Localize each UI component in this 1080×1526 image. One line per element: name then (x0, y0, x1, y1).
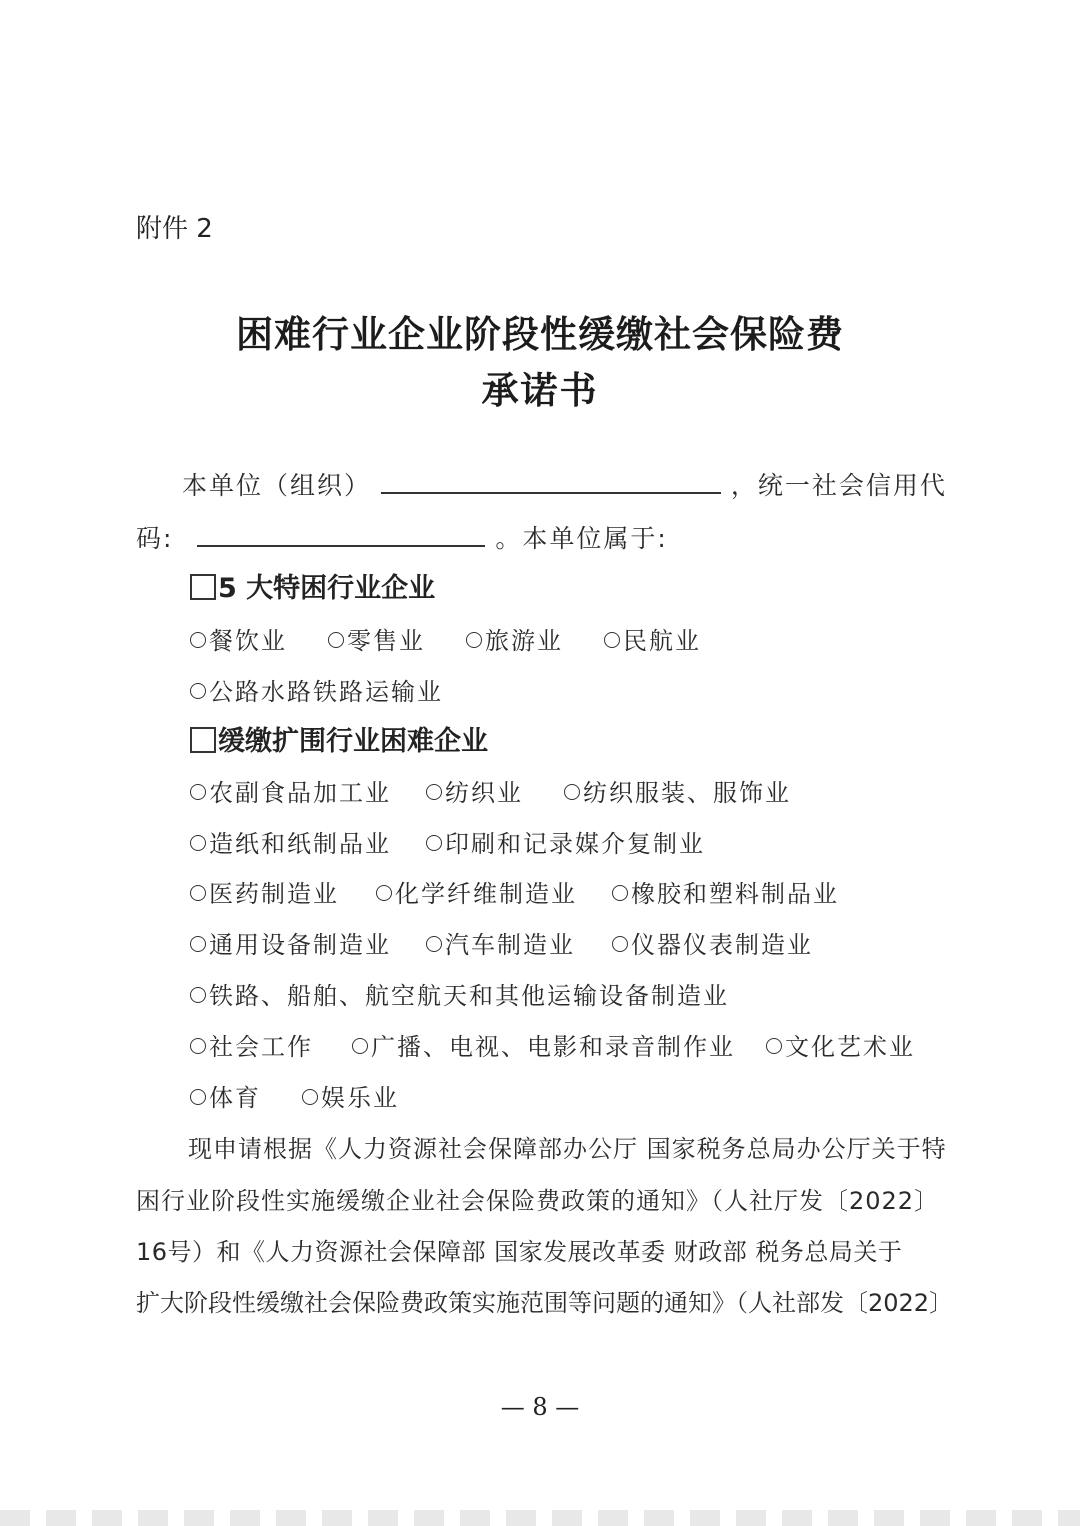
radio-circle-icon (564, 784, 580, 800)
checkbox-icon[interactable] (190, 574, 216, 600)
option-item[interactable]: 纺织业 (426, 773, 564, 808)
radio-circle-icon (766, 1038, 782, 1054)
unit-name-blank[interactable] (381, 470, 721, 494)
radio-circle-icon (302, 1089, 318, 1105)
checkbox-icon[interactable] (190, 727, 216, 753)
option-item[interactable]: 公路水路铁路运输业 (190, 678, 443, 706)
option-row-2 (190, 672, 443, 707)
option-item[interactable]: 餐饮业 (190, 621, 328, 656)
option-item[interactable]: 仪器仪表制造业 (612, 925, 813, 960)
radio-circle-icon (190, 936, 206, 952)
option-row-4 (190, 824, 705, 859)
radio-circle-icon (604, 632, 620, 648)
unit-label: 本单位（组织） (182, 471, 372, 500)
option-item[interactable]: 医药制造业 (190, 874, 376, 909)
option-item[interactable]: 广播、电视、电影和录音制作业 (352, 1027, 766, 1062)
page-number: — 8 — (500, 1393, 580, 1421)
option-item[interactable]: 民航业 (604, 621, 701, 656)
option-item[interactable]: 纺织服装、服饰业 (564, 773, 791, 808)
radio-circle-icon (612, 885, 628, 901)
option-item[interactable]: 社会工作 (190, 1027, 352, 1062)
option-row-7 (190, 976, 729, 1011)
radio-circle-icon (190, 1089, 206, 1105)
category-2[interactable] (190, 719, 488, 758)
radio-circle-icon (426, 784, 442, 800)
option-item[interactable]: 通用设备制造业 (190, 925, 426, 960)
intro-line-1 (182, 466, 947, 502)
option-item[interactable]: 娱乐业 (302, 1078, 399, 1113)
radio-circle-icon (426, 936, 442, 952)
option-item[interactable]: 旅游业 (466, 621, 604, 656)
option-item[interactable]: 文化艺术业 (766, 1027, 915, 1062)
radio-circle-icon (426, 835, 442, 851)
radio-circle-icon (190, 987, 206, 1003)
option-row-1 (190, 621, 701, 656)
option-row-5 (190, 874, 839, 909)
option-item[interactable]: 汽车制造业 (426, 925, 612, 960)
radio-circle-icon (352, 1038, 368, 1054)
option-item[interactable]: 铁路、船舶、航空航天和其他运输设备制造业 (190, 982, 729, 1010)
body-line-4: 扩大阶段性缓缴社会保险费政策实施范围等问题的通知》（人社部发〔2022〕 (136, 1289, 954, 1317)
body-line-3: 16号）和《人力资源社会保障部 国家发展改革委 财政部 税务总局关于 (136, 1238, 903, 1266)
body-line-1: 现申请根据《人力资源社会保障部办公厅 国家税务总局办公厅关于特 (188, 1135, 947, 1163)
option-item[interactable]: 造纸和纸制品业 (190, 824, 426, 859)
radio-circle-icon (328, 632, 344, 648)
option-item[interactable]: 农副食品加工业 (190, 773, 426, 808)
option-item[interactable]: 零售业 (328, 621, 466, 656)
category-1[interactable] (190, 566, 435, 605)
scan-edge-artifact (0, 1510, 1080, 1526)
attachment-label: 附件 2 (136, 214, 213, 244)
radio-circle-icon (190, 885, 206, 901)
option-item[interactable]: 印刷和记录媒介复制业 (426, 824, 705, 859)
category-1-label: 5 大特困行业企业 (218, 573, 436, 604)
belongs-label: 。本单位属于: (495, 524, 668, 553)
radio-circle-icon (190, 1038, 206, 1054)
radio-circle-icon (190, 784, 206, 800)
option-row-9 (190, 1078, 399, 1113)
credit-code-blank[interactable] (197, 523, 485, 547)
radio-circle-icon (466, 632, 482, 648)
category-2-label: 缓缴扩围行业困难企业 (218, 726, 488, 757)
option-item[interactable]: 化学纤维制造业 (376, 874, 612, 909)
body-line-2: 困行业阶段性实施缓缴企业社会保险费政策的通知》（人社厅发〔2022〕 (136, 1187, 940, 1215)
credit-code-label: ，统一社会信用代 (730, 471, 947, 500)
option-row-6 (190, 925, 813, 960)
radio-circle-icon (612, 936, 628, 952)
code-label: 码: (136, 524, 174, 553)
option-item[interactable]: 橡胶和塑料制品业 (612, 874, 839, 909)
radio-circle-icon (376, 885, 392, 901)
option-item[interactable]: 体育 (190, 1078, 302, 1113)
radio-circle-icon (190, 835, 206, 851)
option-row-8 (190, 1027, 915, 1062)
radio-circle-icon (190, 683, 206, 699)
intro-line-2 (136, 519, 668, 555)
option-row-3 (190, 773, 791, 808)
document-subtitle: 承诺书 (481, 369, 599, 412)
document-title: 困难行业企业阶段性缓缴社会保险费 (236, 313, 844, 356)
radio-circle-icon (190, 632, 206, 648)
